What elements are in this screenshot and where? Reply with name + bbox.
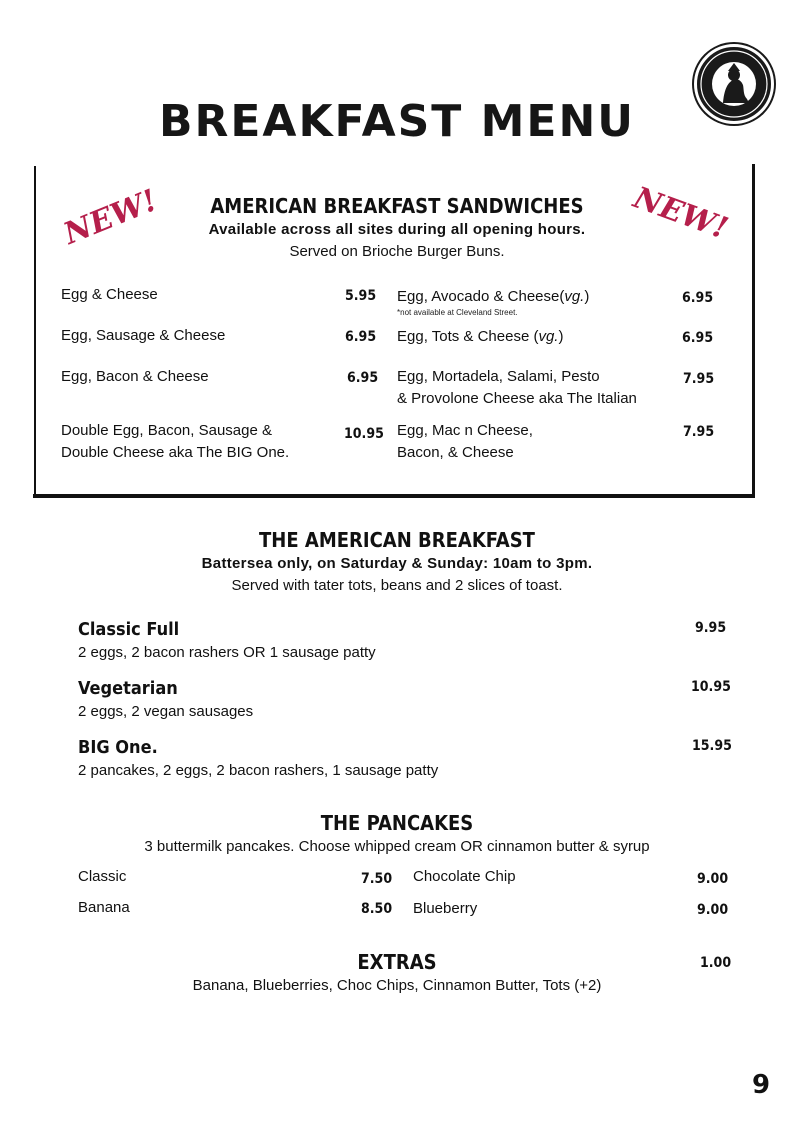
pancake-item: Blueberry bbox=[413, 900, 478, 917]
sandwich-price: 10.95 bbox=[344, 426, 384, 442]
sandwich-item-line: Bacon, & Cheese bbox=[397, 444, 514, 461]
sandwich-price: 7.95 bbox=[683, 371, 715, 387]
american-breakfast-heading: THE AMERICAN BREAKFAST bbox=[259, 528, 535, 552]
pancake-price: 9.00 bbox=[697, 871, 729, 887]
sandwich-price: 6.95 bbox=[347, 370, 379, 386]
sandwich-price: 5.95 bbox=[345, 288, 377, 304]
breakfast-item-name: Vegetarian bbox=[78, 678, 178, 699]
sandwiches-availability: Available across all sites during all opening hours. bbox=[208, 221, 586, 238]
american-breakfast-availability: Battersea only, on Saturday & Sunday: 10am to 3pm. bbox=[201, 555, 593, 572]
veg-label: vg. bbox=[538, 328, 559, 345]
sandwich-item-line: Egg, Mortadela, Salami, Pesto bbox=[397, 368, 600, 385]
breakfast-item-price: 9.95 bbox=[695, 620, 727, 636]
sandwich-item bbox=[61, 420, 289, 464]
sandwich-item: Egg, Bacon & Cheese bbox=[61, 368, 209, 385]
page-title: BREAKFAST MENU bbox=[158, 96, 636, 147]
sandwich-price: 6.95 bbox=[682, 290, 714, 306]
sandwich-item bbox=[397, 366, 637, 410]
sandwich-item bbox=[397, 326, 563, 348]
sandwich-item bbox=[397, 286, 589, 308]
extras-price: 1.00 bbox=[700, 955, 732, 971]
item-text: Egg, Tots & Cheese ( bbox=[397, 328, 539, 345]
pancake-price: 7.50 bbox=[361, 871, 393, 887]
breakfast-item-desc: 2 eggs, 2 bacon rashers OR 1 sausage patty bbox=[78, 644, 376, 661]
sandwich-item: Egg, Sausage & Cheese bbox=[61, 327, 226, 344]
veg-label: vg. bbox=[564, 288, 585, 305]
pancake-item: Classic bbox=[78, 868, 127, 885]
breakfast-item-desc: 2 pancakes, 2 eggs, 2 bacon rashers, 1 sausage patty bbox=[78, 762, 439, 779]
sandwich-item-line: Egg, Mac n Cheese, bbox=[397, 422, 533, 439]
sandwich-item-line: Double Cheese aka The BIG One. bbox=[61, 444, 290, 461]
pancakes-heading: THE PANCAKES bbox=[320, 811, 474, 835]
sandwich-item: Egg & Cheese bbox=[61, 286, 158, 303]
page-number: 9 bbox=[752, 1070, 771, 1100]
breakfast-item-name: BIG One. bbox=[78, 737, 158, 758]
availability-note: *not available at Cleveland Street. bbox=[397, 308, 518, 317]
extras-heading: EXTRAS bbox=[357, 950, 437, 974]
frame-bottom-border bbox=[33, 494, 755, 498]
breakfast-item-name: Classic Full bbox=[78, 619, 180, 640]
pancakes-desc: 3 buttermilk pancakes. Choose whipped cream OR cinnamon butter & syrup bbox=[144, 838, 650, 855]
item-text: ) bbox=[558, 328, 564, 345]
breakfast-item-desc: 2 eggs, 2 vegan sausages bbox=[78, 703, 254, 720]
extras-desc: Banana, Blueberries, Choc Chips, Cinnamon Butter, Tots (+2) bbox=[192, 977, 602, 994]
pancake-price: 8.50 bbox=[361, 901, 393, 917]
new-badge-right: NEW! bbox=[628, 180, 733, 247]
sandwiches-served: Served on Brioche Burger Buns. bbox=[289, 243, 505, 260]
sandwich-item-line: Double Egg, Bacon, Sausage & bbox=[61, 422, 272, 439]
new-badge-left: NEW! bbox=[58, 183, 163, 252]
breakfast-item-price: 15.95 bbox=[692, 738, 732, 754]
breakfast-item-price: 10.95 bbox=[691, 679, 731, 695]
brand-logo bbox=[694, 44, 774, 124]
sandwich-price: 6.95 bbox=[345, 329, 377, 345]
item-text: Egg, Avocado & Cheese( bbox=[397, 288, 565, 305]
sandwich-item-line: & Provolone Cheese aka The Italian bbox=[397, 390, 637, 407]
sandwich-price: 7.95 bbox=[683, 424, 715, 440]
pancake-item: Chocolate Chip bbox=[413, 868, 516, 885]
logo-emblem-icon bbox=[697, 47, 771, 121]
american-breakfast-served: Served with tater tots, beans and 2 slices of toast. bbox=[231, 577, 563, 594]
sandwiches-heading: AMERICAN BREAKFAST SANDWICHES bbox=[210, 194, 584, 218]
sandwich-item bbox=[397, 420, 533, 464]
item-text: ) bbox=[584, 288, 590, 305]
sandwich-price: 6.95 bbox=[682, 330, 714, 346]
pancake-price: 9.00 bbox=[697, 902, 729, 918]
pancake-item: Banana bbox=[78, 899, 130, 916]
